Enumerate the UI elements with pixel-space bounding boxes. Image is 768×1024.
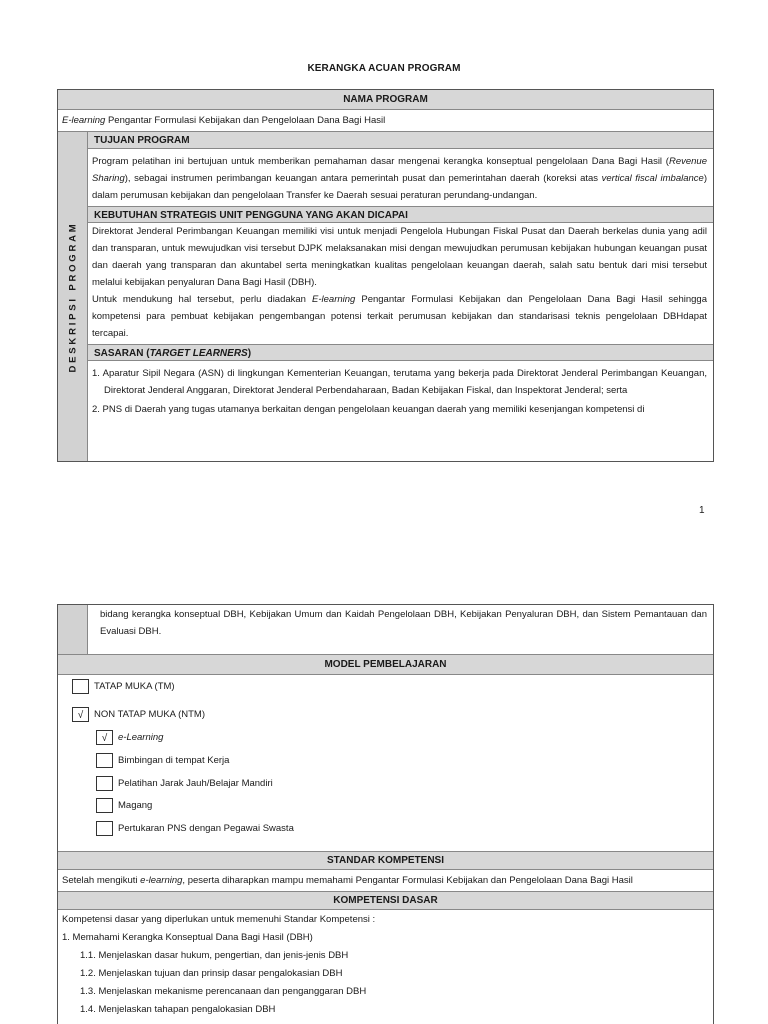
deskripsi-program-section [58, 132, 713, 461]
deskripsi-program-side-label: DESKRIPSI PROGRAM [58, 132, 88, 461]
model-pembelajaran-header: MODEL PEMBELAJARAN [58, 655, 713, 675]
standar-kompetensi-header: STANDAR KOMPETENSI [58, 852, 713, 870]
sasaran-list [88, 361, 713, 418]
list-item: 1.3. Menjelaskan mekanisme perencanaan dan penganggaran DBH [80, 986, 367, 997]
continuation-row [58, 605, 713, 655]
non-tatap-muka-checkbox[interactable]: √ [72, 707, 89, 722]
pertukaran-pns-checkbox[interactable] [96, 821, 113, 836]
tujuan-program-text: Program pelatihan ini bertujuan untuk memberikan pemahaman dasar mengenai kerangka konseptual pengelolaan Dana Bagi Hasil (Revenue Sharing), sebagai instrumen perimbangan keuangan antara pemerintah pusat dan pemerintahan daerah (koreksi atas vertical fiscal imbalance) dalam perumusan kebijakan dan pengelolaan Transfer ke Daerah sesuai peraturan perundang-undangan. [92, 156, 707, 201]
nama-program-header: NAMA PROGRAM [58, 90, 713, 110]
kompetensi-dasar-intro: Kompetensi dasar yang diperlukan untuk memenuhi Standar Kompetensi : [62, 914, 376, 925]
e-learning-checkbox[interactable]: √ [96, 730, 113, 745]
e-learning-label: e-Learning [118, 732, 164, 743]
model-pembelajaran-body [58, 675, 713, 852]
bimbingan-label: Bimbingan di tempat Kerja [118, 755, 230, 766]
magang-label: Magang [118, 800, 153, 811]
list-item: 1.4. Menjelaskan tahapan pengalokasian DBH [80, 1004, 276, 1015]
kebutuhan-strategis-text-2: Untuk mendukung hal tersebut, perlu diadakan E-learning Pengantar Formulasi Kebijakan dan Pengelolaan Dana Bagi Hasil sehingga kompetensi para pembuat kebijakan pengembangan potensi terkait perumusan kebijakan dan standarisasi teknis pengelolaan DBHdapat tercapai. [92, 294, 707, 339]
bimbingan-checkbox[interactable] [96, 753, 113, 768]
page-number: 1 [699, 505, 705, 516]
option-magang[interactable] [96, 798, 152, 813]
program-table-continued [57, 604, 714, 1024]
list-item: 2. PNS di Daerah yang tugas utamanya berkaitan dengan pengelolaan keuangan daerah yang memiliki kesenjangan kompetensi di [92, 404, 645, 415]
program-table [57, 89, 714, 462]
tatap-muka-label: TATAP MUKA (TM) [94, 681, 175, 692]
nama-program-value: E-learning Pengantar Formulasi Kebijakan dan Pengelolaan Dana Bagi Hasil [58, 110, 713, 132]
pelatihan-jarak-jauh-label: Pelatihan Jarak Jauh/Belajar Mandiri [118, 778, 273, 789]
tatap-muka-checkbox[interactable] [72, 679, 89, 694]
non-tatap-muka-label: NON TATAP MUKA (NTM) [94, 709, 206, 720]
page-title: KERANGKA ACUAN PROGRAM [307, 63, 461, 74]
option-tatap-muka[interactable] [72, 679, 175, 694]
kebutuhan-strategis-header: KEBUTUHAN STRATEGIS UNIT PENGGUNA YANG AKAN DICAPAI [88, 206, 713, 223]
pertukaran-pns-label: Pertukaran PNS dengan Pegawai Swasta [118, 823, 294, 834]
standar-kompetensi-text: Setelah mengikuti e-learning, peserta diharapkan mampu memahami Pengantar Formulasi Kebijakan dan Pengelolaan Dana Bagi Hasil [58, 870, 713, 892]
sasaran-continuation-text: bidang kerangka konseptual DBH, Kebijakan Umum dan Kaidah Pengelolaan DBH, Kebijakan Penyaluran DBH, dan Sistem Pemantauan dan Evaluasi DBH. [100, 609, 707, 637]
tujuan-program-header: TUJUAN PROGRAM [88, 132, 713, 149]
deskripsi-content [88, 132, 713, 461]
pelatihan-jarak-jauh-checkbox[interactable] [96, 776, 113, 791]
sasaran-header: SASARAN (TARGET LEARNERS) [88, 344, 713, 361]
option-pelatihan-jarak-jauh[interactable] [96, 776, 273, 791]
list-item: 1. Aparatur Sipil Negara (ASN) di lingkungan Kementerian Keuangan, terutama yang bekerja pada Direktorat Jenderal Perimbangan Keuangan, Direktorat Jenderal Anggaran, Direktorat Jenderal Perbendaharaan, Badan Kebijakan Fiskal, dan Inspektorat Jenderal; serta [92, 368, 707, 396]
list-item: 1.2. Menjelaskan tujuan dan prinsip dasar pengalokasian DBH [80, 968, 343, 979]
kompetensi-dasar-item-1: 1. Memahami Kerangka Konseptual Dana Bagi Hasil (DBH) [62, 932, 313, 943]
list-item: 1.1. Menjelaskan dasar hukum, pengertian, dan jenis-jenis DBH [80, 950, 349, 961]
kebutuhan-strategis-text-1: Direktorat Jenderal Perimbangan Keuangan memiliki visi untuk menjadi Pengelola Hubungan Fiskal Pusat dan Daerah berkelas dunia yang adil dan transparan, untuk mewujudkan visi tersebut DJPK melaksanakan misi dengan mewujudkan perumusan kebijakan hubungan keuangan pusat dan daerah yang transparan dan akuntabel serta meningkatkan kualitas pengelolaan keuangan daerah, salah satu bentuk dari misi tersebut melalui kebijakan penyaluran Dana Bagi Hasil (DBH). [92, 226, 707, 288]
deskripsi-side-strip [58, 605, 88, 654]
option-bimbingan[interactable] [96, 753, 229, 768]
option-pertukaran-pns[interactable] [96, 821, 294, 836]
magang-checkbox[interactable] [96, 798, 113, 813]
option-non-tatap-muka[interactable] [72, 707, 205, 722]
kompetensi-dasar-header: KOMPETENSI DASAR [58, 892, 713, 910]
option-e-learning[interactable] [96, 730, 163, 745]
kompetensi-dasar-body [58, 910, 713, 1019]
